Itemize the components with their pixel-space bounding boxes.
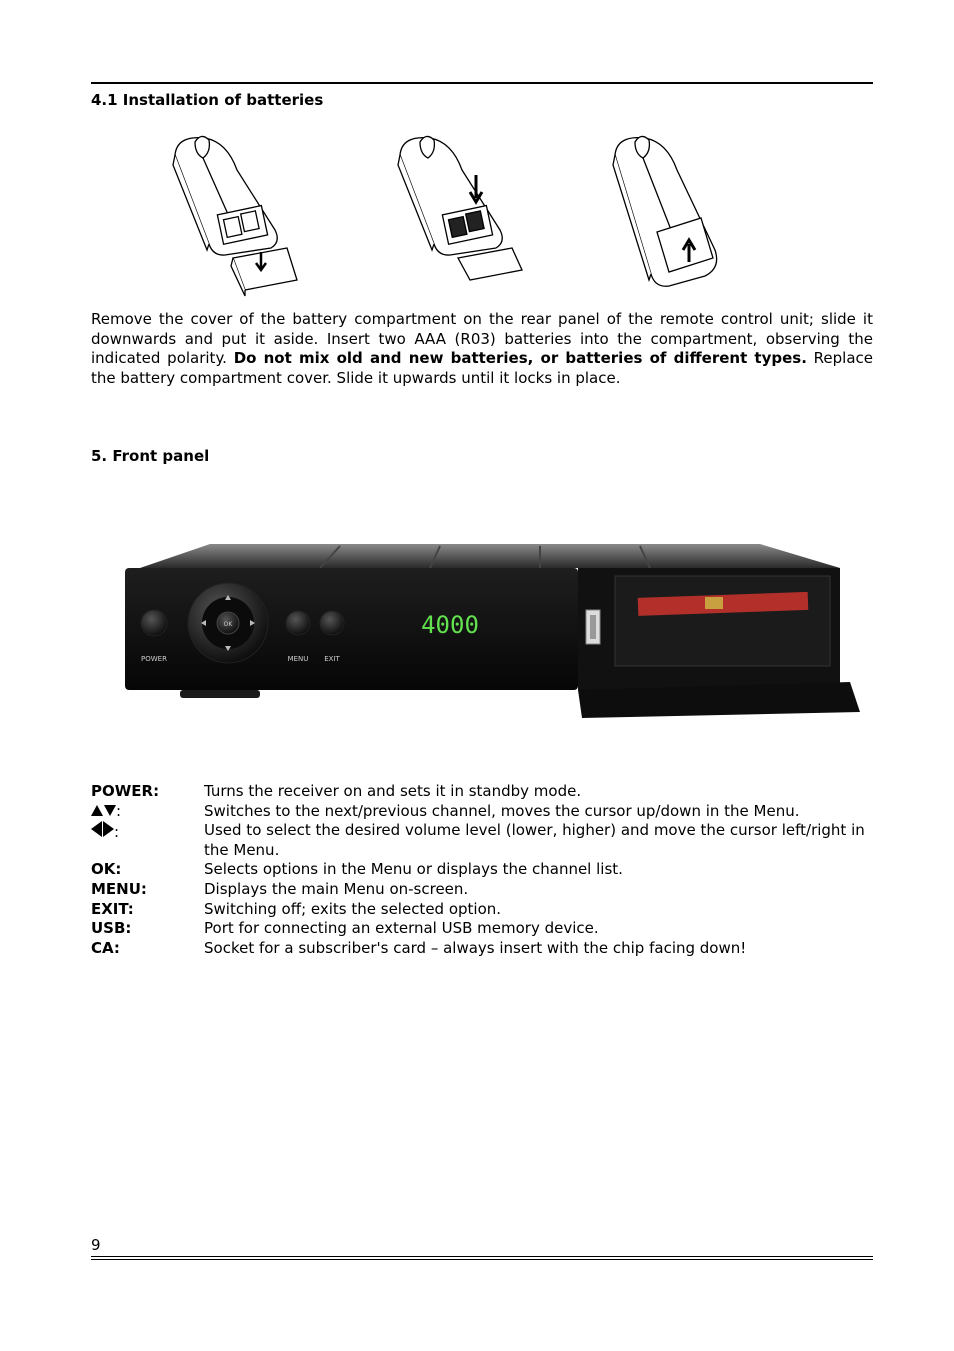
definition-key: OK: [91,860,122,879]
definition-value: Displays the main Menu on-screen. [204,879,469,898]
definition-key: MENU: [91,879,147,898]
definition-ca [91,939,873,959]
page-number: 9 [91,1236,101,1254]
batteries-instructions-paragraph [91,310,873,389]
definition-ok [91,860,873,880]
definition-exit [91,900,873,920]
definition-key: POWER: [91,782,160,800]
definition-value: Selects options in the Menu or displays the channel list. [204,860,623,879]
definition-value: Port for connecting an external USB memory device. [204,919,599,938]
footer-rule-double [91,1259,873,1260]
definition-power [91,782,873,802]
definition-key: USB: [91,919,132,938]
paragraph-text-2: Replace the battery compartment cover. Slide it upwards until it locks in place. [91,349,873,388]
definition-key-arrows [91,821,119,843]
paragraph-warning-bold: Do not mix old and new batteries, or batteries of different types. [233,349,807,368]
definition-value: Used to select the desired volume level (lower, higher) and move the cursor left/right in the Menu. [204,821,865,859]
definition-value: Switches to the next/previous channel, moves the cursor up/down in the Menu. [204,801,800,820]
definition-left-right [91,821,873,860]
definition-value: Turns the receiver on and sets it in standby mode. [204,782,582,800]
definition-key: : [116,801,122,820]
definition-key-arrows [91,802,121,822]
remote-illustration-remove-cover [165,130,305,300]
definition-menu [91,880,873,900]
definition-key: CA: [91,938,120,957]
front-panel-definitions [91,782,873,958]
ok-button-label: OK [223,621,233,628]
definition-up-down [91,802,873,822]
left-right-arrow-icon [91,821,114,837]
footer-rule [91,1256,873,1257]
led-display: 4000 [421,611,479,639]
top-rule [91,82,873,84]
definition-key: EXIT: [91,899,134,918]
menu-button-label: MENU [287,655,309,663]
up-down-arrow-icon [91,805,116,816]
remote-illustration-insert-batteries [390,130,530,300]
paragraph-text-1: Remove the cover of the battery compartment on the rear panel of the remote control unit; slide it downwards and put it aside. Insert two AAA (R03) batteries into the compartment, observing the indicated polarity. [91,310,873,368]
definition-key: : [114,823,120,842]
remote-illustration-replace-cover [605,130,745,300]
power-button-label: POWER [141,655,167,663]
heading-installation-of-batteries: 4.1 Installation of batteries [91,91,324,109]
heading-front-panel: 5. Front panel [91,447,210,465]
receiver-front-panel-image [120,540,862,722]
exit-button-label: EXIT [324,655,340,663]
definition-usb [91,919,873,939]
definition-value: Switching off; exits the selected option. [204,899,502,918]
definition-value: Socket for a subscriber's card – always insert with the chip facing down! [204,938,747,957]
